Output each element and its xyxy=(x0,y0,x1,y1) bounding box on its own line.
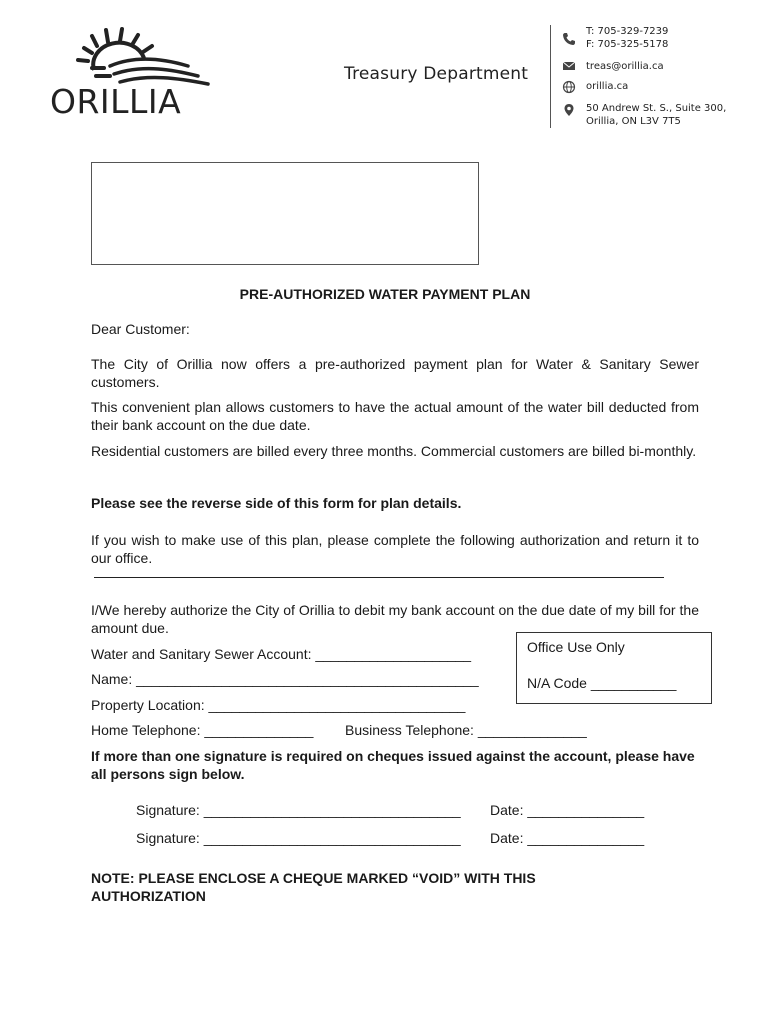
globe-icon xyxy=(562,80,576,94)
office-use-title: Office Use Only xyxy=(527,639,625,655)
email-address: treas@orillia.ca xyxy=(586,61,664,72)
void-cheque-note: NOTE: PLEASE ENCLOSE A CHEQUE MARKED “VOID” WITH THIS AUTHORIZATION xyxy=(91,870,536,904)
signature-requirement-note: If more than one signature is required on cheques issued against the account, please have all persons sign below. xyxy=(91,748,695,782)
paragraph-billing: Residential customers are billed every three months. Commercial customers are billed bi-monthly. xyxy=(91,443,697,459)
signature-field-1[interactable]: Signature: _________________________________ xyxy=(136,802,461,818)
salutation: Dear Customer: xyxy=(91,321,190,337)
header-divider xyxy=(550,25,551,128)
date-field-2[interactable]: Date: _______________ xyxy=(490,830,645,846)
sun-waves-icon xyxy=(48,26,218,86)
date-field-1[interactable]: Date: _______________ xyxy=(490,802,645,818)
property-location-field[interactable]: Property Location: _________________________________ xyxy=(91,697,466,713)
name-field[interactable]: Name: ____________________________________________ xyxy=(91,671,479,687)
home-telephone-field[interactable]: Home Telephone: ______________ xyxy=(91,722,314,738)
document-title: PRE-AUTHORIZED WATER PAYMENT PLAN xyxy=(239,286,531,302)
phone-icon xyxy=(562,32,576,46)
cut-line xyxy=(94,577,664,578)
signature-field-2[interactable]: Signature: _________________________________ xyxy=(136,830,461,846)
logo-wordmark: ORILLIA xyxy=(50,82,182,121)
location-pin-icon xyxy=(562,103,576,117)
fax-number: F: 705-325-5178 xyxy=(586,39,669,50)
orillia-logo xyxy=(48,26,218,121)
paragraph-convenient: This convenient plan allows customers to have the actual amount of the water bill deducted from their bank account on the due date. xyxy=(91,399,699,433)
paragraph-offer: The City of Orillia now offers a pre-authorized payment plan for Water & Sanitary Sewer customers. xyxy=(91,356,699,390)
email-icon xyxy=(562,59,576,73)
address-window-box xyxy=(91,162,479,265)
paragraph-instructions: If you wish to make use of this plan, please complete the following authorization and return it to our office. xyxy=(91,532,699,566)
department-name: Treasury Department xyxy=(344,64,529,84)
website: orillia.ca xyxy=(586,81,629,92)
business-telephone-field[interactable]: Business Telephone: ______________ xyxy=(345,722,587,738)
reverse-side-note: Please see the reverse side of this form for plan details. xyxy=(91,495,462,511)
authorization-statement: I/We hereby authorize the City of Orillia to debit my bank account on the due date of my bill for the amount due. xyxy=(91,602,699,636)
address-line-2: Orillia, ON L3V 7T5 xyxy=(586,116,681,127)
office-use-box xyxy=(516,632,712,704)
account-field[interactable]: Water and Sanitary Sewer Account: ____________________ xyxy=(91,646,472,662)
na-code-field[interactable]: N/A Code ___________ xyxy=(527,675,677,691)
address-line-1: 50 Andrew St. S., Suite 300, xyxy=(586,103,727,114)
phone-number: T: 705-329-7239 xyxy=(586,26,669,37)
